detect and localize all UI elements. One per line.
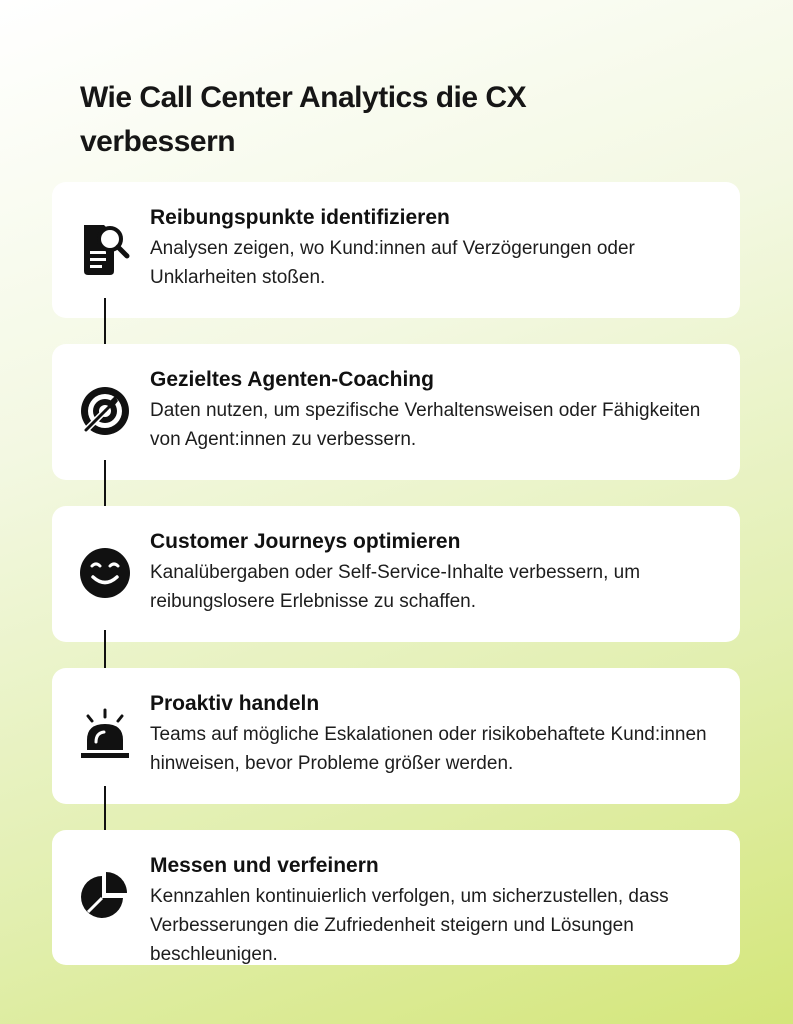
connector-line (104, 298, 106, 350)
pie-chart-icon (78, 868, 132, 922)
step-title: Gezieltes Agenten-Coaching (150, 368, 434, 391)
target-icon (78, 384, 132, 438)
step-title: Reibungspunkte identifizieren (150, 206, 450, 229)
step-description: Daten nutzen, um spezifische Verhaltensweisen oder Fähigkeiten von Agent:innen zu verbessern. (150, 400, 701, 450)
document-search-icon (78, 222, 132, 276)
page-title: Wie Call Center Analytics die CX verbessern (80, 81, 527, 158)
step-description: Analysen zeigen, wo Kund:innen auf Verzögerungen oder Unklarheiten stoßen. (150, 238, 635, 288)
step-card-2 (52, 344, 740, 480)
step-title: Proaktiv handeln (150, 692, 320, 715)
step-description: Kanalübergaben oder Self-Service-Inhalte verbessern, um reibungslosere Erlebnisse zu schaffen. (150, 562, 641, 612)
smiley-icon (78, 546, 132, 600)
step-card-4 (52, 668, 740, 804)
step-title: Customer Journeys optimieren (150, 530, 461, 553)
step-card-5 (52, 830, 740, 965)
step-card-3 (52, 506, 740, 642)
step-description: Teams auf mögliche Eskalationen oder risikobehaftete Kund:innen hinweisen, bevor Probleme größer werden. (150, 724, 707, 774)
step-description: Kennzahlen kontinuierlich verfolgen, um sicherzustellen, dass Verbesserungen die Zufriedenheit steigern und Lösungen beschleunigen. (150, 886, 669, 965)
alarm-light-icon (78, 708, 132, 762)
step-title: Messen und verfeinern (150, 854, 379, 877)
step-card-1 (52, 182, 740, 318)
